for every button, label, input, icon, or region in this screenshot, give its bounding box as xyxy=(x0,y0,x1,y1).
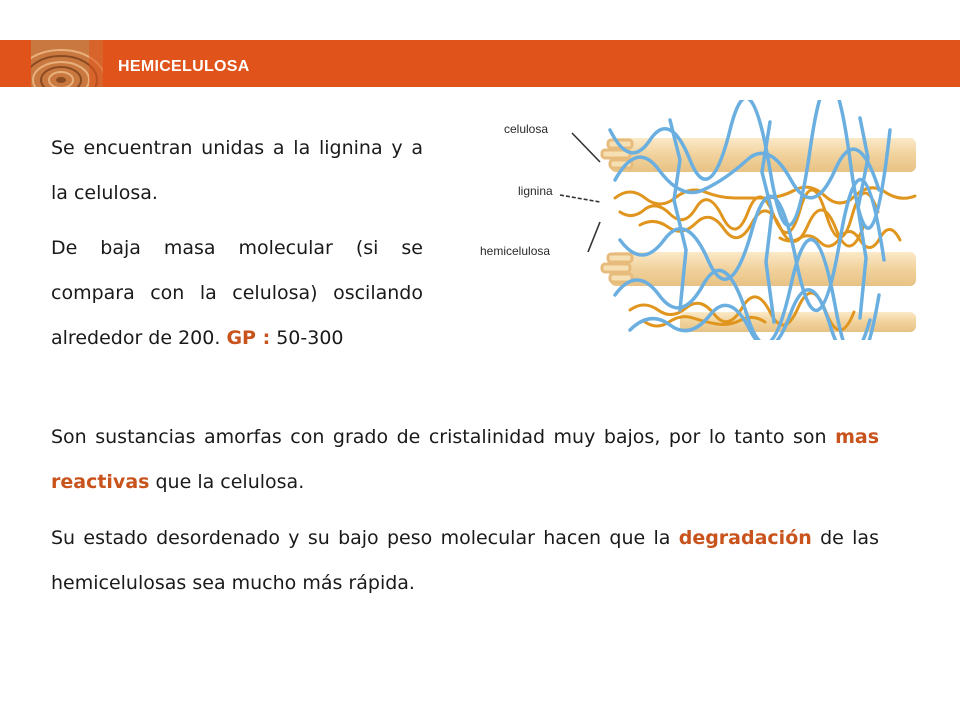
highlight-mas-reactivas: mas reactivas xyxy=(51,426,880,493)
degradation-text-before: Su estado desordenado y su bajo peso molecular hacen que la xyxy=(51,527,671,549)
amorphous-text-before: Son sustancias amorfas con grado de cristalinidad muy bajos, por lo tanto son xyxy=(51,426,827,448)
paragraph-degradation xyxy=(51,516,879,606)
paragraph-union: Se encuentran unidas a la lignina y a la celulosa. xyxy=(51,137,423,204)
label-lignina: lignina xyxy=(518,184,553,198)
molecular-mass-text: De baja masa molecular (si se compara con la celulosa) oscilando alrededor de 200. xyxy=(51,237,423,349)
gp-label: GP : xyxy=(226,327,271,349)
amorphous-text-after: que la celulosa. xyxy=(155,471,305,493)
label-celulosa: celulosa xyxy=(504,122,549,136)
highlight-degradacion: degradación xyxy=(678,527,812,549)
degradation-text-after: de las hemicelulosas sea mucho más rápida. xyxy=(51,527,879,594)
paragraph-amorphous xyxy=(51,415,879,505)
paragraph-molecular-mass xyxy=(51,226,423,361)
gp-value: 50-300 xyxy=(276,327,344,349)
wood-rings-icon xyxy=(31,40,103,87)
slide-title: HEMICELULOSA xyxy=(118,58,250,75)
label-hemicelulosa: hemicelulosa xyxy=(480,244,551,258)
cell-wall-structure-figure xyxy=(480,100,920,340)
